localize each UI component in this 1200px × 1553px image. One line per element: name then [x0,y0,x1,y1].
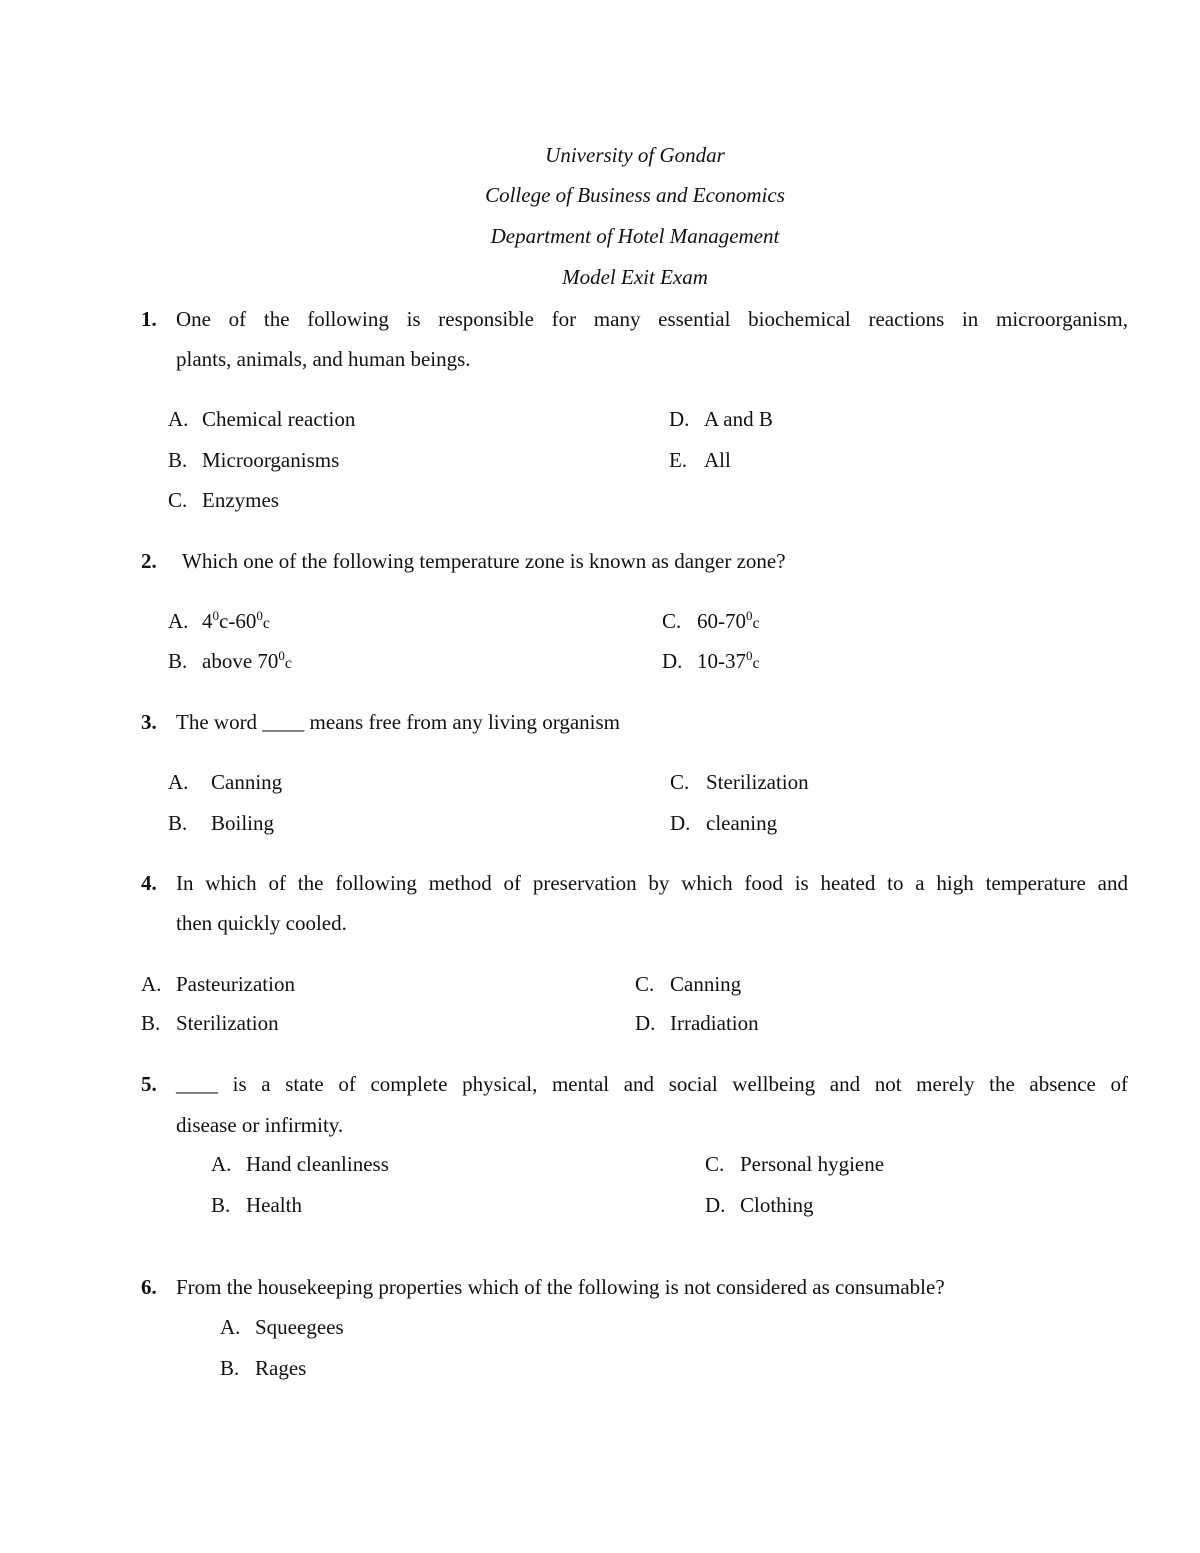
question-text: The word ____ means free from any living organism [176,710,621,734]
question-text: One of the following is responsible for many essential biochemical reactions in microorganism, [176,307,1128,331]
option-b: B. Microorganisms [168,448,340,472]
option-c: C. Personal hygiene [705,1152,885,1176]
question-number: 6. [141,1275,157,1299]
option-b: B. Boiling [168,811,275,835]
option-b: B. Sterilization [141,1011,279,1035]
option-a: A. Chemical reaction [168,407,356,431]
option-b: B. above $70^0c$ [168,648,293,673]
option-a: A. Squeegees [220,1315,344,1339]
option-d: D. Clothing [705,1193,814,1217]
question-text: plants, animals, and human beings. [176,347,471,371]
exam-title: Model Exit Exam [562,265,708,289]
option-b: B. Health [211,1193,302,1217]
question-number: 5. [141,1072,157,1096]
option-d: D. cleaning [670,811,778,835]
option-a: A. Hand cleanliness [211,1152,389,1176]
option-a: A. Pasteurization [141,972,295,996]
question-text: In which of the following method of preservation by which food is heated to a high temperature and [176,871,1128,895]
question-number: 3. [141,710,157,734]
question-number: 4. [141,871,157,895]
question-text: Which one of the following temperature zone is known as danger zone? [182,549,786,573]
option-a: A. Canning [168,770,283,794]
university-title: University of Gondar [545,143,725,167]
option-c: C. Canning [635,972,742,996]
question-number: 2. [141,549,157,573]
question-text: From the housekeeping properties which of the following is not considered as consumable? [176,1275,945,1299]
question-number: 1. [141,307,157,331]
question-text: ____ is a state of complete physical, mental and social wellbeing and not merely the absence of [176,1072,1128,1096]
option-e: E. All [669,448,731,472]
option-d: D. $10-37^0c$ [662,648,760,673]
option-a: A. $4^0c-60^0c$ [168,608,270,633]
option-c: C. Sterilization [670,770,809,794]
option-d: D. Irradiation [635,1011,759,1035]
option-c: C. $60-70^0c$ [662,608,760,633]
option-d: D. A and B [669,407,773,431]
college-title: College of Business and Economics [485,183,785,207]
department-title: Department of Hotel Management [490,224,780,248]
question-text: then quickly cooled. [176,911,347,935]
question-text: disease or infirmity. [176,1113,344,1137]
option-c: C. Enzymes [168,488,279,512]
option-b: B. Rages [220,1356,307,1380]
